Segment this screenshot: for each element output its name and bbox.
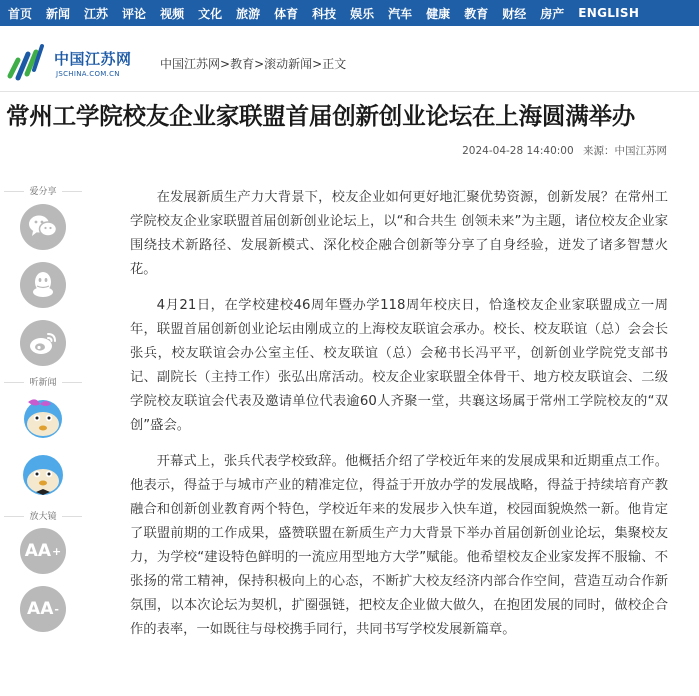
zoom-out-text: AA [27, 599, 54, 619]
article-paragraph: 开幕式上，张兵代表学校致辞。他概括介绍了学校近年来的发展成果和近期重点工作。他表示，得益于与城市产业的精准定位，得益于开放办学的发展战略，得益于持续培育产教融合和创新创业教育两个特色，学校近年来的发展步入快车道，校园面貌焕然一新。他肯定了联盟前期的工作成果，盛赞联盟在新质生产力大背景下举办首届创新创业论坛，集聚校友力，为学校“建设特色鲜明的一流应用型地方大学”赋能。他希望校友企业家发挥不服输、不张扬的常工精神，保持积极向上的心态，不断扩大校友经济内部合作空间，营造互动合作新氛围，以本次论坛为契机，扩圈强链，把校友企业做大做久，在抱团发展的同时，做校企合作的表率，一如既往与母校携手同行，共同书写学校发展新篇章。 [130, 454, 668, 637]
nav-item-home[interactable]: 首页 [8, 6, 33, 21]
nav-item-auto[interactable]: 汽车 [388, 6, 413, 21]
top-nav [0, 0, 699, 26]
article-title: 常州工学院校友企业家联盟首届创新创业论坛在上海圆满举办 [6, 102, 636, 130]
nav-item-tech[interactable]: 科技 [312, 6, 337, 21]
breadcrumb [160, 55, 346, 72]
nav-item-health[interactable]: 健康 [426, 6, 451, 21]
male-mascot-icon [18, 450, 68, 500]
listen-male-voice-button[interactable] [18, 450, 68, 500]
breadcrumb-home[interactable]: 中国江苏网 [160, 57, 221, 71]
zoom-out-button[interactable] [20, 586, 66, 632]
article-source-label: 来源： [583, 145, 615, 157]
nav-item-house[interactable]: 房产 [540, 6, 565, 21]
listen-female-voice-button[interactable] [18, 392, 68, 442]
header-divider [0, 91, 699, 92]
logo-subtext: JSCHINA.COM.CN [56, 70, 120, 78]
article-source: 中国江苏网 [614, 145, 667, 157]
zoom-label: 放大镜 [0, 509, 86, 522]
share-wechat-button[interactable] [20, 204, 66, 250]
share-weibo-button[interactable] [20, 320, 66, 366]
site-logo[interactable] [6, 40, 136, 84]
qq-icon [30, 270, 56, 300]
breadcrumb-separator: > [254, 57, 265, 71]
share-qq-button[interactable] [20, 262, 66, 308]
article-paragraph: 4月21日，在学校建校46周年暨办学118周年校庆日，恰逢校友企业家联盟成立一周年，联盟首届创新创业论坛由刚成立的上海校友联谊会承办。校长、校友联谊（总）会会长张兵，校友联谊会办公室主任、校友联谊（总）会秘书长冯平平，创新创业学院党支部书记、副院长（主持工作）张弘出席活动。校友企业家联盟全体骨干、地方校友联谊会、二级学院校友联谊会代表及邀请单位代表逾60人齐聚一堂，共襄这场属于常州工学院校友的“双创”盛会。 [130, 298, 668, 433]
article-meta [460, 143, 667, 158]
breadcrumb-education[interactable]: 教育 [230, 57, 255, 71]
nav-item-finance[interactable]: 财经 [502, 6, 527, 21]
nav-item-jiangsu[interactable]: 江苏 [84, 6, 109, 21]
logo-mark-icon [6, 40, 46, 84]
nav-item-entertainment[interactable]: 娱乐 [350, 6, 375, 21]
nav-item-video[interactable]: 视频 [160, 6, 185, 21]
female-mascot-icon [18, 392, 68, 442]
breadcrumb-separator: > [312, 57, 323, 71]
nav-item-english[interactable]: ENGLISH [578, 6, 640, 20]
nav-item-sports[interactable]: 体育 [274, 6, 299, 21]
weibo-icon [28, 330, 58, 356]
article-paragraph: 在发展新质生产力大背景下，校友企业如何更好地汇聚优势资源，创新发展？在常州工学院校友企业家联盟首届创新创业论坛上，以“和合共生 创领未来”为主题，诸位校友企业家围绕技术新路径、发展新模式、深化校企融合创新等分享了自身经验，迸发了诸多智慧火花。 [130, 190, 668, 277]
article-datetime: 2024-04-28 14:40:00 [462, 145, 574, 157]
logo-text: 中国江苏网 [54, 50, 132, 68]
zoom-in-mark: + [52, 544, 62, 558]
zoom-in-button[interactable] [20, 528, 66, 574]
zoom-out-mark: - [54, 602, 59, 616]
breadcrumb-separator: > [220, 57, 231, 71]
breadcrumb-current: 正文 [322, 57, 347, 71]
wechat-icon [28, 214, 58, 240]
nav-item-education[interactable]: 教育 [464, 6, 489, 21]
zoom-in-text: AA [24, 541, 52, 561]
nav-item-news[interactable]: 新闻 [46, 6, 71, 21]
listen-label: 听新闻 [0, 375, 86, 388]
nav-item-travel[interactable]: 旅游 [236, 6, 261, 21]
nav-item-culture[interactable]: 文化 [198, 6, 223, 21]
article-body [130, 186, 668, 654]
nav-item-opinion[interactable]: 评论 [122, 6, 147, 21]
share-label: 爱分享 [0, 184, 86, 197]
breadcrumb-rolling-news[interactable]: 滚动新闻 [264, 57, 313, 71]
